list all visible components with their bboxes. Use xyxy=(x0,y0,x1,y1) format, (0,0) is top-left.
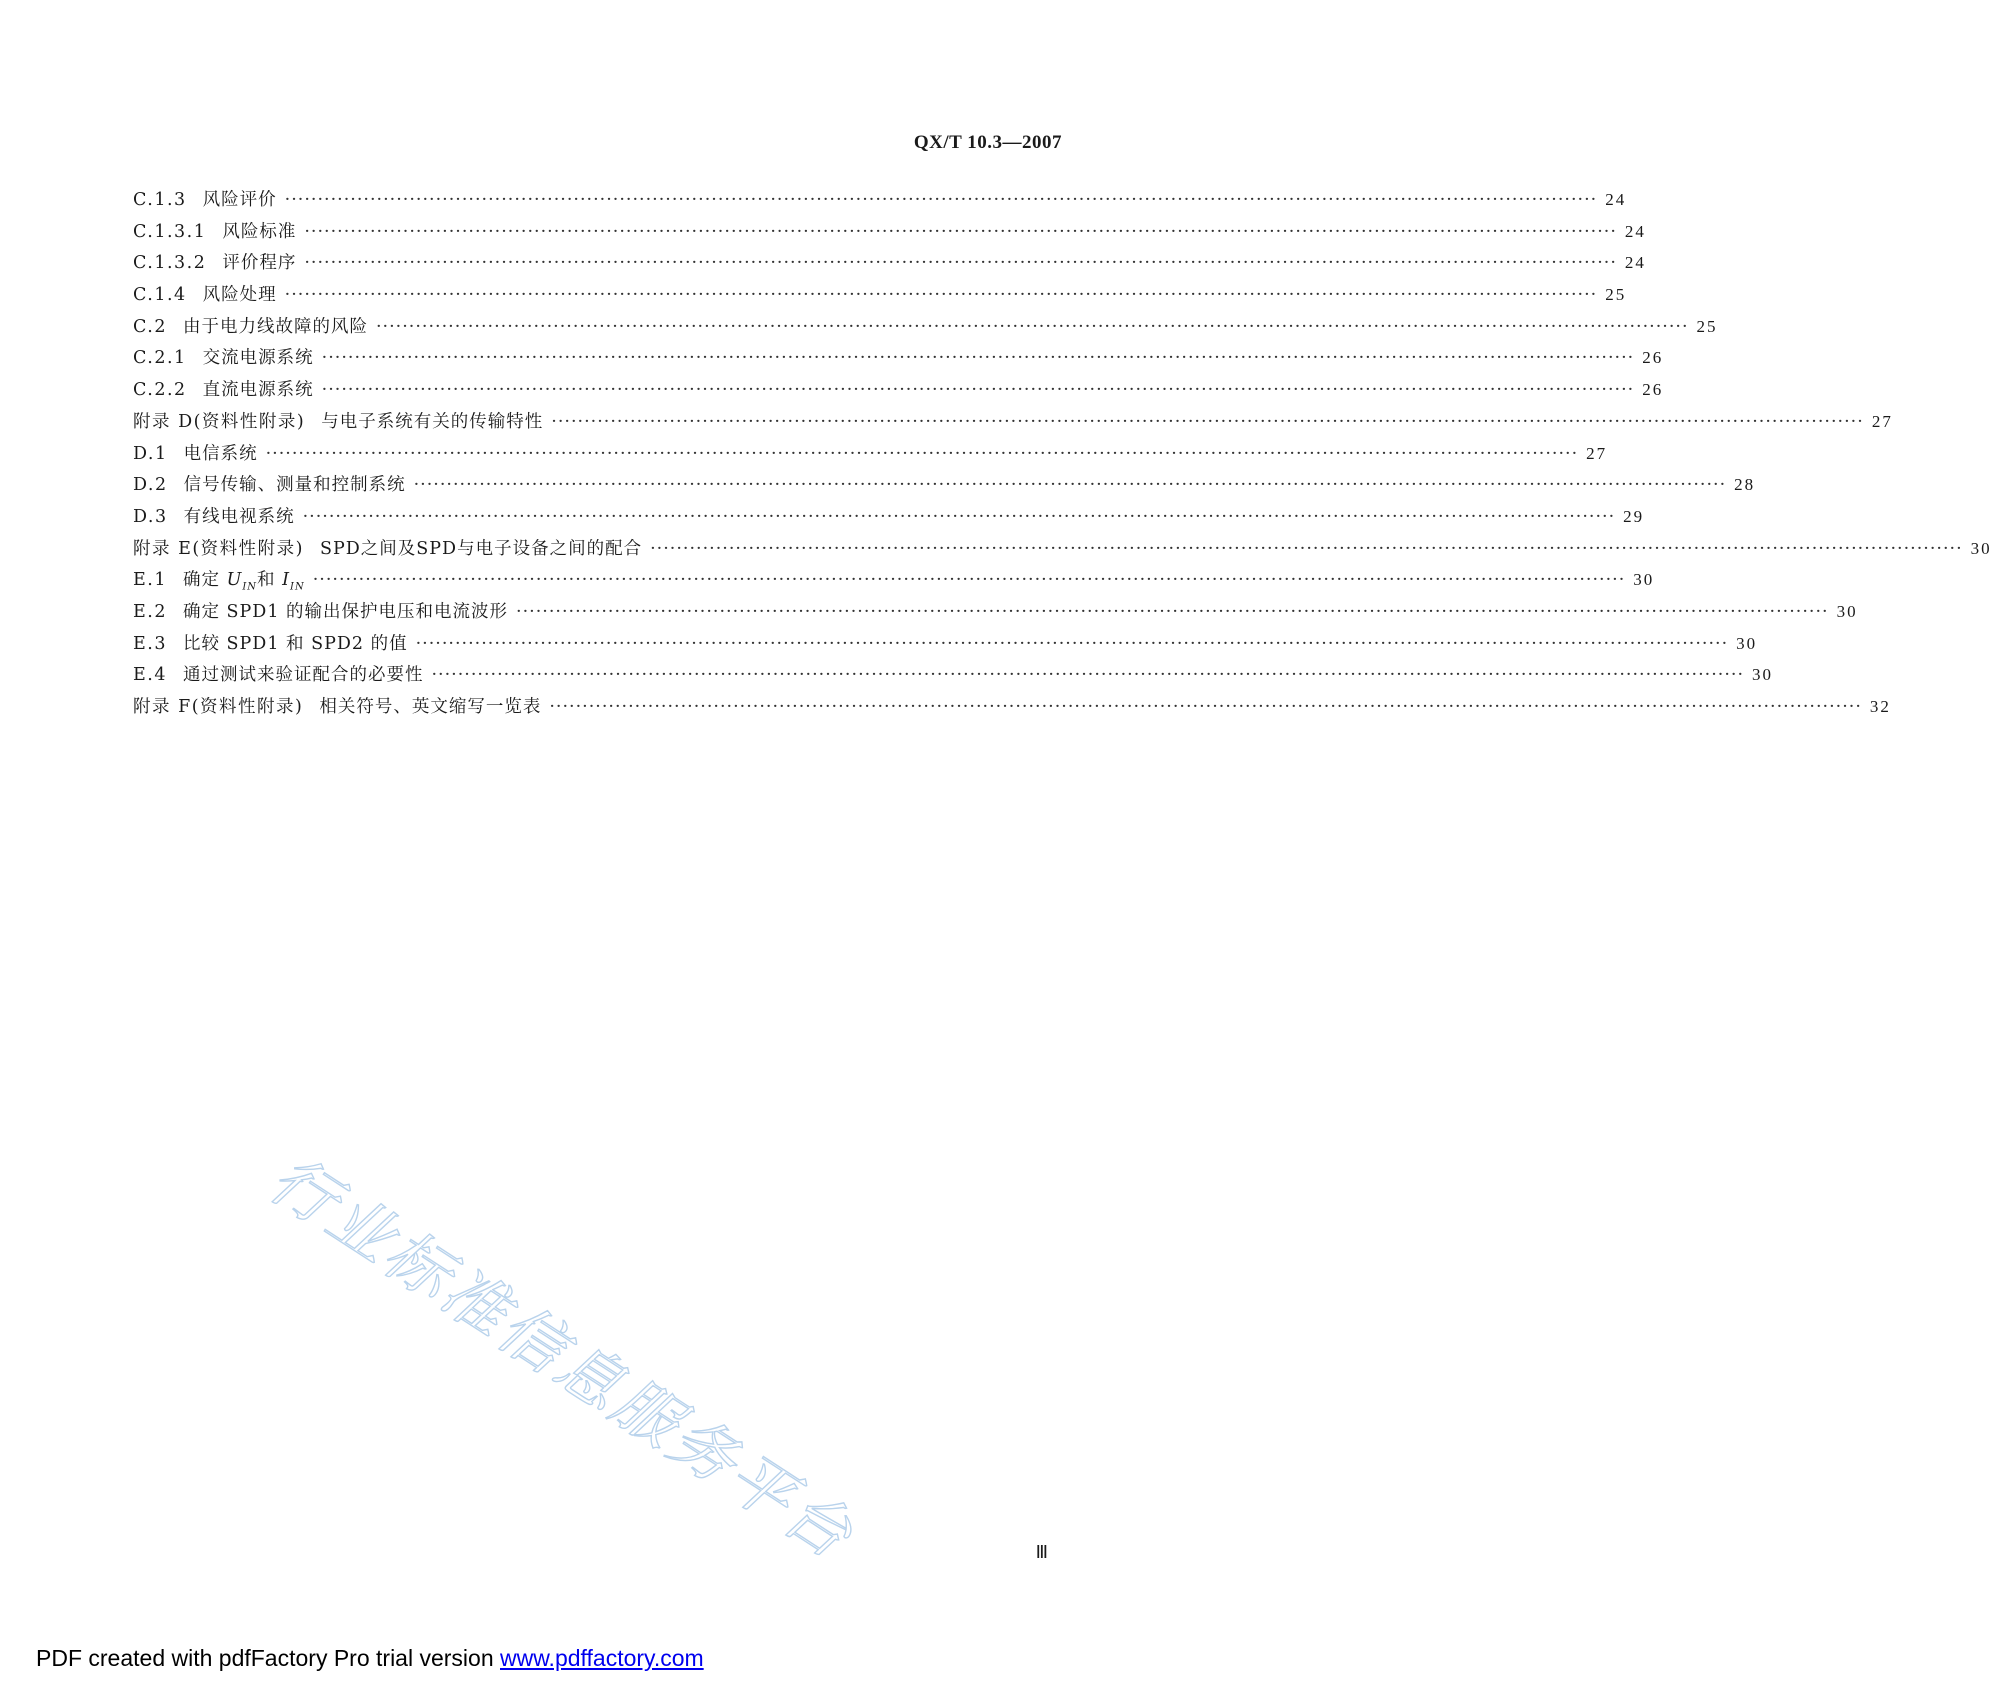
toc-entry-title: 风险处理 xyxy=(202,285,277,306)
toc-leader-dots: ········································································································································································································ xyxy=(375,316,1689,337)
toc-entry-number: D.1 xyxy=(133,443,168,464)
toc-entry[interactable] xyxy=(133,596,1858,628)
toc-entry-page: 30 xyxy=(1970,538,1992,558)
toc-entry-page: 30 xyxy=(1633,570,1655,590)
toc-entry-page: 29 xyxy=(1623,506,1645,526)
toc-entry-title: 相关符号、英文缩写一览表 xyxy=(319,697,542,717)
toc-entry-title: 有线电视系统 xyxy=(183,506,295,527)
toc-entry-page: 24 xyxy=(1605,190,1627,209)
toc-entry-number: C.1.3.1 xyxy=(133,221,207,242)
toc-entry-number: E.4 xyxy=(133,665,167,686)
toc-entry[interactable] xyxy=(133,342,1664,374)
toc-entry-number: E.1 xyxy=(133,570,167,591)
toc-entry-number: 附录 F(资料性附录) xyxy=(133,697,304,717)
voltage-symbol: U xyxy=(226,570,243,591)
current-subscript: IN xyxy=(290,581,305,593)
toc-entry-page: 24 xyxy=(1624,221,1646,241)
toc-entry[interactable] xyxy=(133,659,1774,691)
toc-entry[interactable] xyxy=(133,247,1646,279)
toc-entry-title: 电信系统 xyxy=(183,443,258,464)
toc-entry-page: 28 xyxy=(1734,475,1756,495)
toc-entry-page: 27 xyxy=(1871,411,1893,431)
toc-entry-page: 30 xyxy=(1752,665,1774,685)
toc-leader-dots: ········································································································································································································ xyxy=(302,506,1616,527)
toc-leader-dots: ········································································································································································································ xyxy=(284,190,1598,210)
toc-leader-dots: ········································································································································································································ xyxy=(321,348,1635,369)
voltage-subscript: IN xyxy=(242,581,258,593)
toc-entry-title: 信号传输、测量和控制系统 xyxy=(183,475,406,496)
toc-entry[interactable] xyxy=(133,279,1627,311)
toc-entry-number: E.2 xyxy=(133,601,167,622)
toc-entry-title: 通过测试来验证配合的必要性 xyxy=(182,665,424,686)
toc-leader-dots: ········································································································································································································ xyxy=(415,633,1729,654)
toc-leader-dots: ········································································································································································································ xyxy=(431,665,1745,686)
footer-text: PDF created with pdfFactory Pro trial version xyxy=(36,1645,500,1671)
toc-entry[interactable] xyxy=(133,691,1891,723)
toc-entry-page: 25 xyxy=(1696,316,1718,336)
toc-entry-title: 与电子系统有关的传输特性 xyxy=(321,411,544,432)
title-and: 和 xyxy=(257,570,276,591)
toc-entry-page: 24 xyxy=(1624,253,1646,273)
toc-leader-dots: ········································································································································································································ xyxy=(284,285,1598,306)
toc-entry[interactable] xyxy=(133,628,1758,660)
toc-leader-dots: ········································································································································································································ xyxy=(312,570,1626,591)
footer-link[interactable]: www.pdffactory.com xyxy=(500,1645,704,1671)
toc-leader-dots: ········································································································································································································ xyxy=(304,253,1617,274)
toc-entry-page: 30 xyxy=(1736,633,1758,653)
toc-entry[interactable] xyxy=(133,438,1608,470)
toc-entry-number: D.2 xyxy=(133,475,168,496)
toc-entry-page: 27 xyxy=(1586,443,1608,463)
toc-entry-title: 直流电源系统 xyxy=(202,380,314,401)
toc-entry-page: 32 xyxy=(1869,697,1891,716)
toc-entry[interactable] xyxy=(133,311,1718,343)
title-prefix: 确定 xyxy=(182,570,220,591)
toc-entry-number: C.2.1 xyxy=(133,348,187,369)
watermark-text: 行业标准信息服务平台 xyxy=(256,1142,868,1575)
toc-entry[interactable] xyxy=(133,374,1664,406)
toc-entry-number: 附录 E(资料性附录) xyxy=(133,538,304,559)
toc-entry-page: 26 xyxy=(1642,348,1664,368)
standard-code: QX/T 10.3—2007 xyxy=(913,132,1062,153)
toc-entry[interactable] xyxy=(133,216,1646,248)
page-number: Ⅲ xyxy=(1035,1542,1048,1562)
toc-entry[interactable] xyxy=(133,406,1893,438)
toc-entry-number: C.1.4 xyxy=(133,285,187,306)
toc-entry-number: D.3 xyxy=(133,506,168,527)
toc-entry-title: 交流电源系统 xyxy=(202,348,314,369)
toc-entry[interactable] xyxy=(133,501,1645,533)
table-of-contents xyxy=(133,184,1992,723)
toc-entry-page: 26 xyxy=(1642,380,1664,400)
toc-entry-number: C.1.3.2 xyxy=(133,253,207,274)
toc-entry-number: C.2.2 xyxy=(133,380,187,401)
toc-leader-dots: ········································································································································································································ xyxy=(551,411,1864,432)
toc-entry-number: 附录 D(资料性附录) xyxy=(133,411,306,432)
toc-leader-dots: ········································································································································································································ xyxy=(304,221,1617,242)
toc-entry[interactable] xyxy=(133,469,1756,501)
toc-leader-dots: ········································································································································································································ xyxy=(549,697,1862,717)
current-symbol: I xyxy=(282,570,291,591)
toc-leader-dots: ········································································································································································································ xyxy=(413,475,1727,496)
toc-entry-page: 25 xyxy=(1605,285,1627,305)
toc-entry-title: 确定 SPD1 的输出保护电压和电流波形 xyxy=(182,601,509,622)
toc-entry-title: 风险评价 xyxy=(202,190,277,210)
pdf-footer xyxy=(36,1645,704,1672)
toc-entry-title: SPD之间及SPD与电子设备之间的配合 xyxy=(320,538,643,559)
toc-entry-number: C.1.3 xyxy=(133,190,187,210)
toc-leader-dots: ········································································································································································································ xyxy=(516,601,1829,622)
toc-entry-number: C.2 xyxy=(133,316,167,337)
toc-entry[interactable] xyxy=(133,184,1627,216)
toc-leader-dots: ········································································································································································································ xyxy=(650,538,1963,559)
toc-entry-title: 比较 SPD1 和 SPD2 的值 xyxy=(182,633,408,654)
toc-entry[interactable] xyxy=(133,564,1655,596)
toc-leader-dots: ········································································································································································································ xyxy=(265,443,1579,464)
toc-entry-title: 评价程序 xyxy=(222,253,297,274)
toc-entry-number: E.3 xyxy=(133,633,167,654)
toc-leader-dots: ········································································································································································································ xyxy=(321,380,1635,401)
toc-entry-page: 30 xyxy=(1836,601,1858,621)
toc-entry-title: 风险标准 xyxy=(222,221,297,242)
toc-entry-title: 由于电力线故障的风险 xyxy=(182,316,368,337)
toc-entry[interactable] xyxy=(133,533,1992,565)
